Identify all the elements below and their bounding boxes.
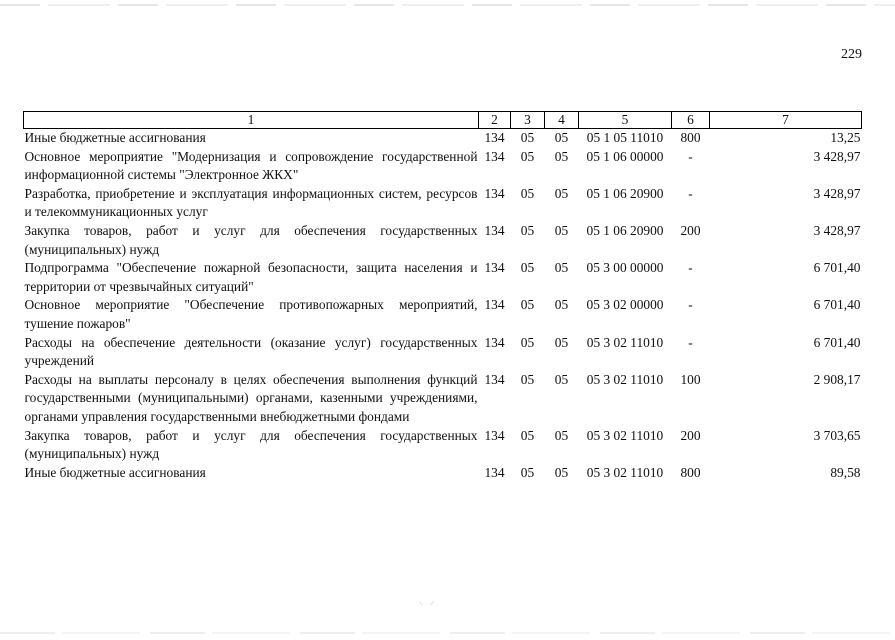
row-amount: 3 428,97 [813, 222, 861, 238]
row-ministry-code: 134 [484, 427, 505, 443]
row-subsection-code: 05 [554, 464, 569, 480]
table-row [24, 148, 862, 185]
scan-edge-top [0, 4, 895, 6]
row-section-code: 05 [520, 334, 535, 350]
row-section-code: 05 [520, 222, 535, 238]
row-amount: 3 703,65 [813, 427, 861, 443]
row-ministry-code: 134 [484, 222, 505, 238]
row-name: Расходы на обеспечение деятельности (оказание услуг) государственных учреждений [24, 334, 478, 369]
table-row [24, 427, 862, 464]
row-section-code: 05 [520, 148, 535, 164]
row-name: Закупка товаров, работ и услуг для обеспечения государственных (муниципальных) нужд [24, 427, 478, 462]
row-section-code: 05 [520, 371, 535, 387]
row-type-code: - [688, 185, 693, 201]
row-type-code: 800 [680, 464, 701, 480]
row-target-code: 05 3 02 11010 [586, 464, 664, 480]
header-col-1: 1 [24, 112, 479, 129]
row-section-code: 05 [520, 464, 535, 480]
row-type-code: 100 [680, 371, 701, 387]
row-amount: 6 701,40 [813, 260, 861, 276]
table-header-row [24, 112, 862, 129]
row-target-code: 05 1 06 20900 [586, 185, 664, 201]
row-section-code: 05 [520, 297, 535, 313]
row-type-code: - [688, 334, 693, 350]
scan-smudge: ⸌⸍ [418, 600, 441, 612]
scan-edge-bottom [0, 632, 895, 634]
row-section-code: 05 [520, 185, 535, 201]
row-amount: 6 701,40 [813, 297, 861, 313]
table-row [24, 371, 862, 427]
row-amount: 2 908,17 [813, 371, 861, 387]
page-number: 229 [841, 47, 862, 62]
row-subsection-code: 05 [554, 222, 569, 238]
row-ministry-code: 134 [484, 464, 505, 480]
row-subsection-code: 05 [554, 130, 569, 145]
row-name: Иные бюджетные ассигнования [24, 130, 206, 145]
row-subsection-code: 05 [554, 427, 569, 443]
row-section-code: 05 [520, 130, 535, 145]
row-subsection-code: 05 [554, 297, 569, 313]
table-row [24, 129, 862, 148]
row-type-code: - [688, 260, 693, 276]
row-ministry-code: 134 [484, 148, 505, 164]
row-target-code: 05 1 05 11010 [586, 130, 664, 145]
row-section-code: 05 [520, 260, 535, 276]
row-name: Разработка, приобретение и эксплуатация информационных систем, ресурсов и телекоммуникационных услуг [24, 185, 478, 220]
row-subsection-code: 05 [554, 371, 569, 387]
table-row [24, 222, 862, 259]
row-target-code: 05 3 00 00000 [586, 260, 664, 276]
row-ministry-code: 134 [484, 260, 505, 276]
row-ministry-code: 134 [484, 185, 505, 201]
row-target-code: 05 1 06 00000 [586, 148, 664, 164]
header-col-7: 7 [710, 112, 862, 129]
row-amount: 89,58 [830, 464, 861, 480]
row-amount: 13,25 [830, 130, 861, 145]
header-col-2: 2 [479, 112, 511, 129]
row-type-code: 200 [680, 222, 701, 238]
table-row [24, 464, 862, 483]
row-name: Основное мероприятие "Обеспечение противопожарных мероприятий, тушение пожаров" [24, 297, 478, 331]
row-ministry-code: 134 [484, 297, 505, 313]
header-col-3: 3 [511, 112, 545, 129]
row-subsection-code: 05 [554, 185, 569, 201]
table-row [24, 185, 862, 222]
header-col-6: 6 [672, 112, 710, 129]
header-col-4: 4 [545, 112, 579, 129]
header-col-5: 5 [579, 112, 672, 129]
row-amount: 3 428,97 [813, 185, 861, 201]
table-row [24, 259, 862, 296]
row-subsection-code: 05 [554, 334, 569, 350]
row-name: Основное мероприятие "Модернизация и сопровождение государственной информационной системы "Электронное ЖКХ" [24, 148, 478, 183]
row-target-code: 05 1 06 20900 [586, 222, 664, 238]
row-name: Подпрограмма "Обеспечение пожарной безопасности, защита населения и территории от чрезвычайных ситуаций" [24, 260, 478, 294]
row-type-code: 200 [680, 427, 701, 443]
table-row [24, 296, 862, 333]
budget-table [23, 111, 862, 482]
row-type-code: 800 [680, 130, 701, 145]
row-type-code: - [688, 148, 693, 164]
row-target-code: 05 3 02 11010 [586, 334, 664, 350]
table-row [24, 334, 862, 371]
row-name: Расходы на выплаты персоналу в целях обеспечения выполнения функций государственными (муниципальными) органами, казенными учреждениями, органами управления государственными внебюджетными фондами [24, 371, 478, 424]
row-amount: 3 428,97 [813, 148, 861, 164]
row-target-code: 05 3 02 00000 [586, 297, 664, 313]
row-name: Иные бюджетные ассигнования [24, 464, 206, 480]
row-target-code: 05 3 02 11010 [586, 371, 664, 387]
row-name: Закупка товаров, работ и услуг для обеспечения государственных (муниципальных) нужд [24, 222, 478, 257]
row-ministry-code: 134 [484, 371, 505, 387]
row-target-code: 05 3 02 11010 [586, 427, 664, 443]
row-ministry-code: 134 [484, 334, 505, 350]
row-amount: 6 701,40 [813, 334, 861, 350]
row-ministry-code: 134 [484, 130, 505, 145]
row-subsection-code: 05 [554, 260, 569, 276]
row-type-code: - [688, 297, 693, 313]
row-subsection-code: 05 [554, 148, 569, 164]
row-section-code: 05 [520, 427, 535, 443]
